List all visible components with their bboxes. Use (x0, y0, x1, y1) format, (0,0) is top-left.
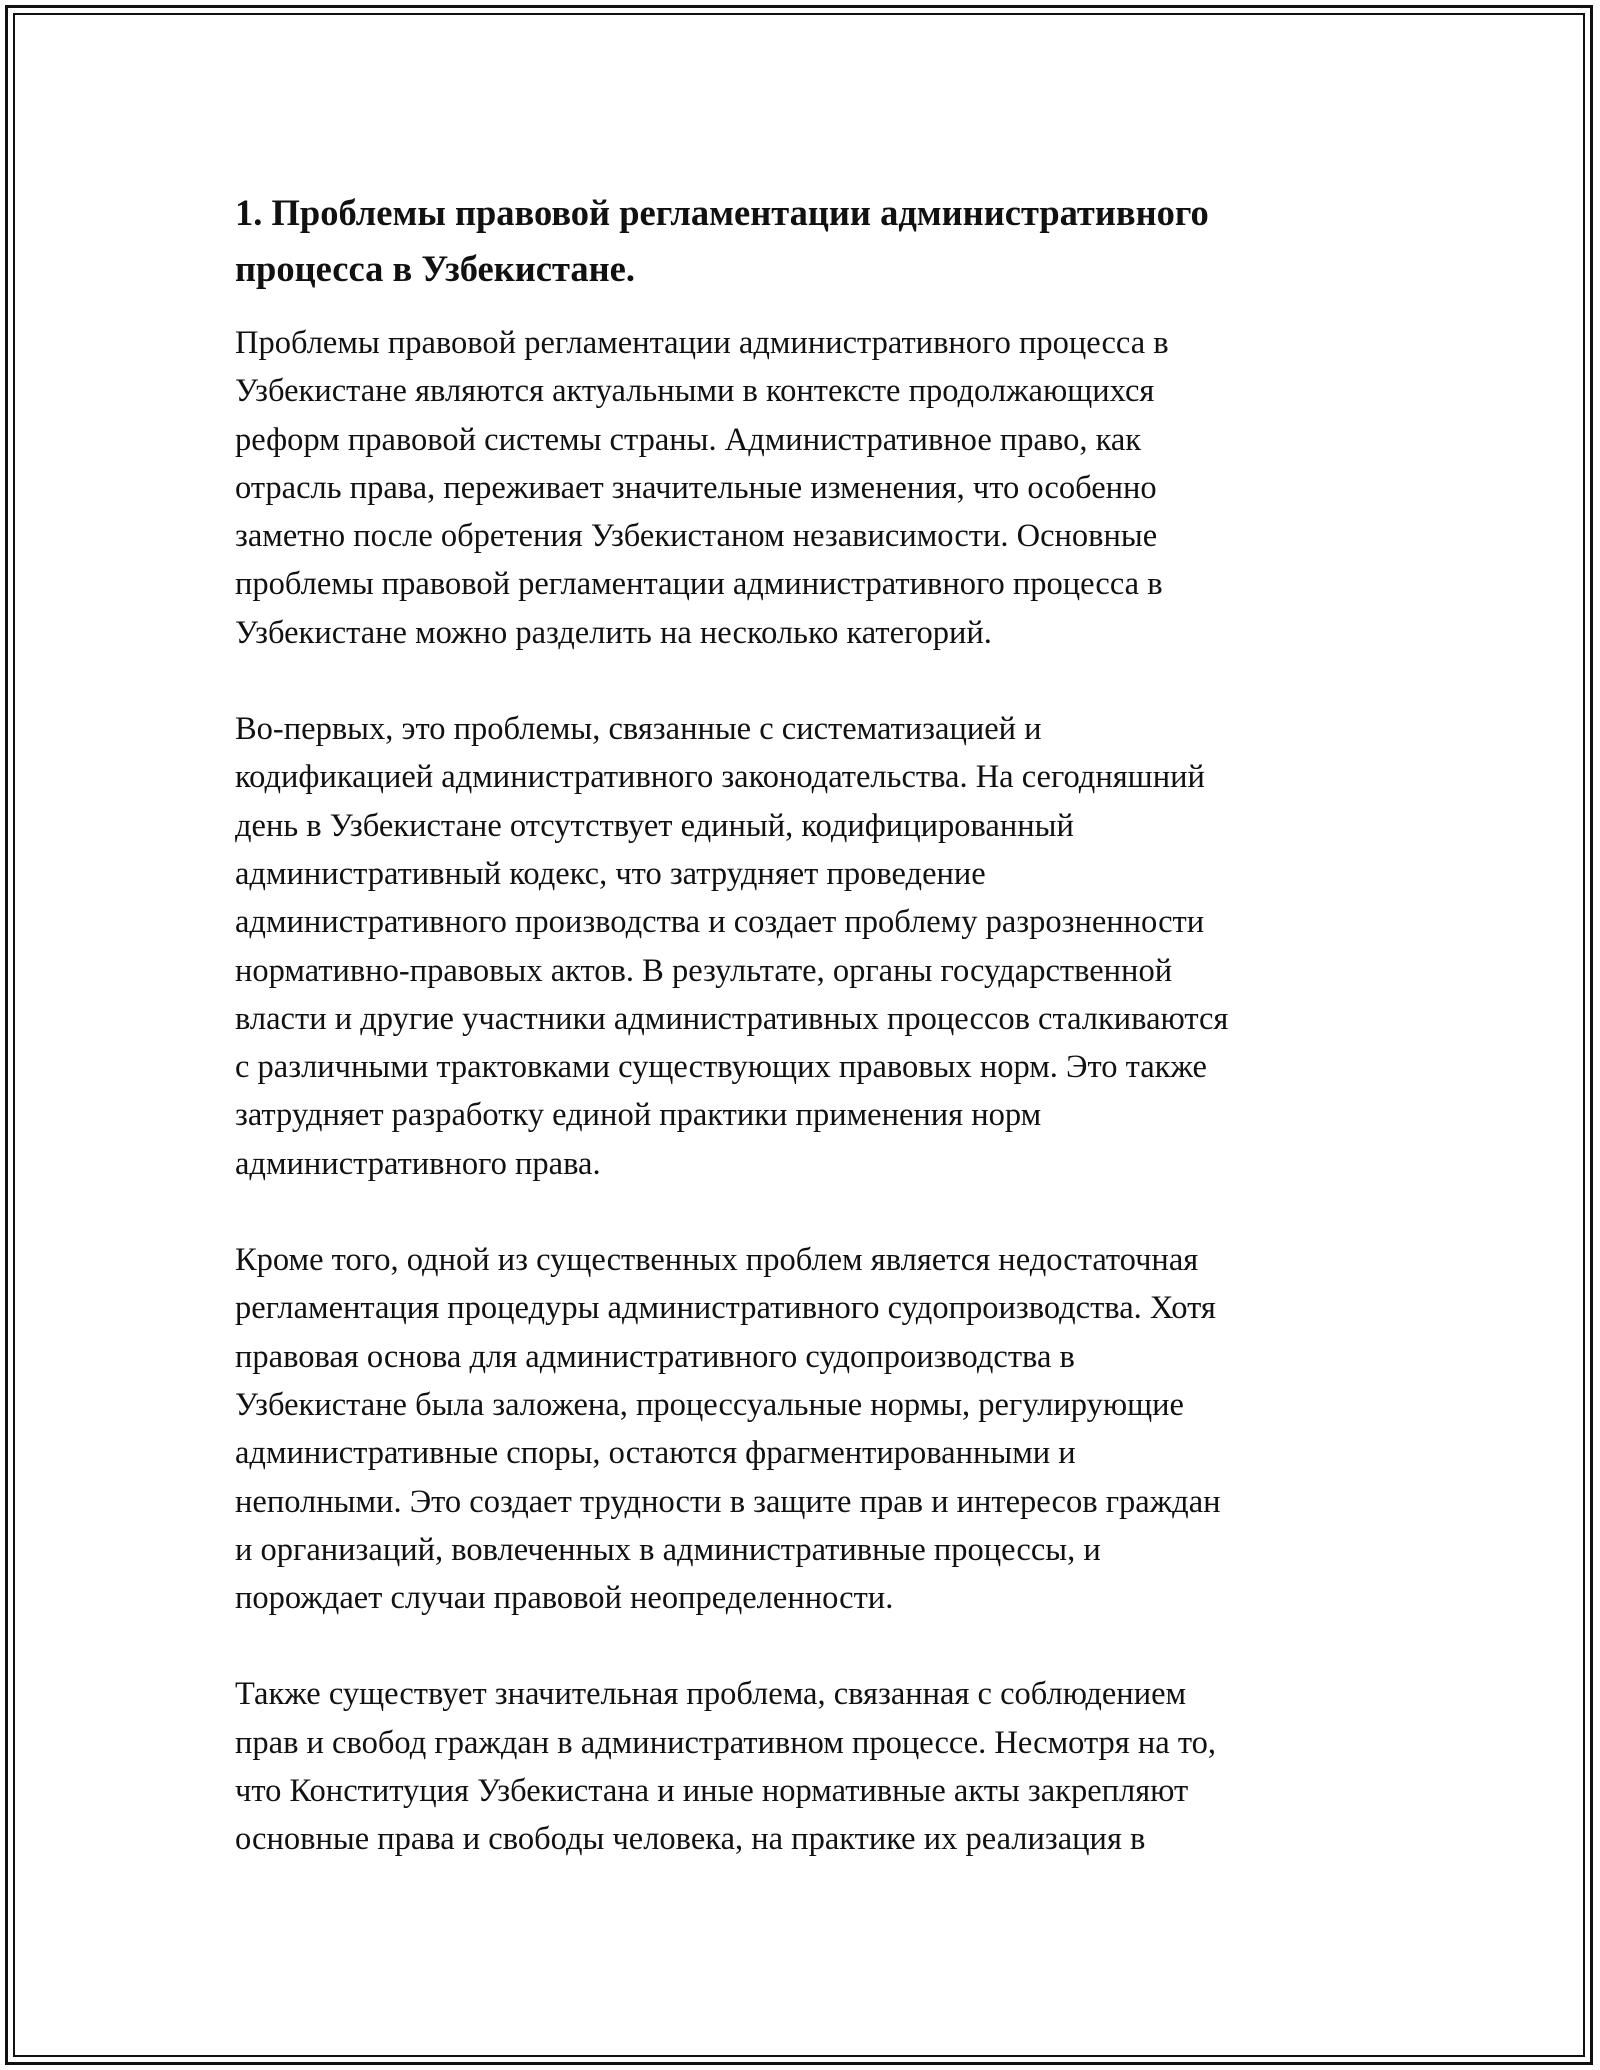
text-line: отрасль права, переживает значительные изменения, что особенно (235, 469, 1157, 506)
text-line: кодификацией административного законодательства. На сегодняшний (235, 759, 1205, 796)
text-line: Во-первых, это проблемы, связанные с систематизацией и (235, 711, 1042, 748)
section-heading (235, 185, 1365, 297)
text-line: нормативно-правовых актов. В результате, органы государственной (235, 952, 1173, 989)
text-line: заметно после обретения Узбекистаном независимости. Основные (235, 518, 1158, 555)
text-line: административные споры, остаются фрагментированными и (235, 1435, 1076, 1472)
text-line: регламентация процедуры административного судопроизводства. Хотя (235, 1290, 1216, 1327)
text-line: порождает случаи правовой неопределенности. (235, 1580, 894, 1617)
text-line: власти и другие участники административных процессов сталкиваются (235, 1000, 1229, 1037)
heading-line: процесса в Узбекистане. (235, 248, 635, 289)
text-line: Узбекистане являются актуальными в контексте продолжающихся (235, 373, 1155, 410)
text-line: день в Узбекистане отсутствует единый, кодифицированный (235, 807, 1074, 844)
text-line: административный кодекс, что затрудняет проведение (235, 855, 986, 892)
text-line: административного производства и создает проблему разрозненности (235, 904, 1205, 941)
text-line: и организаций, вовлеченных в административные процессы, и (235, 1531, 1101, 1568)
text-line: реформ правовой системы страны. Административное право, как (235, 421, 1142, 458)
paragraph-rights (235, 1670, 1365, 1863)
text-line: основные права и свободы человека, на практике их реализация в (235, 1821, 1146, 1858)
text-line: правовая основа для административного судопроизводства в (235, 1338, 1075, 1375)
text-line: прав и свобод граждан в административном процессе. Несмотря на то, (235, 1724, 1216, 1761)
text-line: с различными трактовками существующих правовых норм. Это также (235, 1049, 1207, 1086)
text-line: неполными. Это создает трудности в защите прав и интересов граждан (235, 1483, 1221, 1520)
text-line: затрудняет разработку единой практики применения норм (235, 1097, 1042, 1134)
text-line: проблемы правовой регламентации административного процесса в (235, 566, 1163, 603)
text-line: что Конституция Узбекистана и иные нормативные акты закрепляют (235, 1773, 1189, 1810)
text-line: Также существует значительная проблема, связанная с соблюдением (235, 1676, 1187, 1713)
text-line: Кроме того, одной из существенных проблем является недостаточная (235, 1242, 1199, 1279)
paragraph-intro (235, 319, 1365, 657)
text-line: Узбекистане была заложена, процессуальные нормы, регулирующие (235, 1386, 1184, 1423)
document-page (235, 185, 1365, 1912)
text-line: административного права. (235, 1145, 601, 1182)
text-line: Узбекистане можно разделить на несколько категорий. (235, 614, 992, 651)
heading-line: 1. Проблемы правовой регламентации административного (235, 192, 1209, 233)
text-line: Проблемы правовой регламентации административного процесса в (235, 325, 1169, 361)
paragraph-court-procedure (235, 1236, 1365, 1622)
paragraph-codification (235, 705, 1365, 1188)
